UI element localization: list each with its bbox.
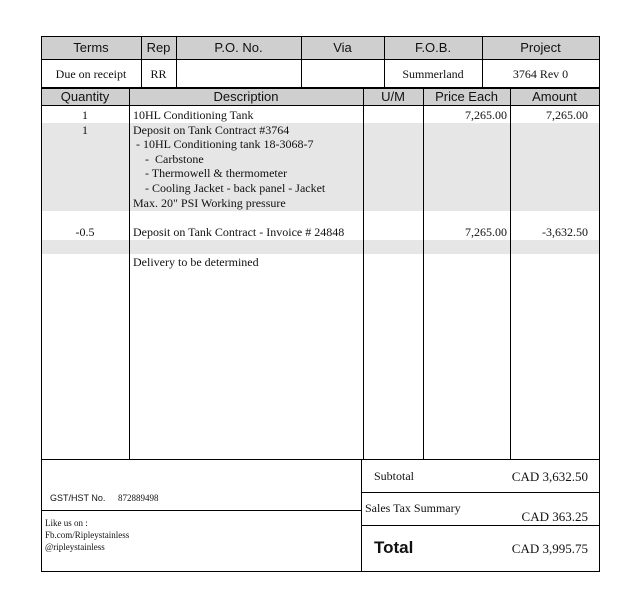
item-description: - 10HL Conditioning tank 18-3068-7 — [133, 137, 314, 151]
item-quantity: 1 — [82, 108, 88, 122]
value-fob: Summerland — [402, 66, 464, 81]
item-amount: 7,265.00 — [546, 108, 588, 122]
item-description: Delivery to be determined — [133, 255, 259, 269]
item-price: 7,265.00 — [465, 225, 507, 239]
item-description: - Cooling Jacket - back panel - Jacket — [133, 181, 326, 195]
tax-label: Sales Tax Summary — [365, 501, 461, 515]
item-description: Max. 20" PSI Working pressure — [133, 196, 286, 210]
total-value: CAD 3,995.75 — [511, 541, 588, 556]
item-quantity: 1 — [82, 123, 88, 137]
header-via: Via — [333, 40, 352, 55]
item-description: - Carbstone — [133, 152, 204, 166]
header-fob: F.O.B. — [414, 40, 452, 55]
gst-label: GST/HST No. — [50, 493, 106, 503]
subtotal-label: Subtotal — [374, 469, 415, 483]
social-handle[interactable]: @ripleystainless — [45, 542, 105, 552]
item-quantity: -0.5 — [75, 225, 95, 239]
value-via — [301, 60, 384, 88]
value-po-no — [176, 60, 301, 88]
item-description: Deposit on Tank Contract - Invoice # 24848 — [133, 225, 345, 239]
value-project: 3764 Rev 0 — [512, 66, 569, 81]
header-po-no: P.O. No. — [214, 40, 263, 55]
items-table-border — [41, 88, 600, 460]
value-rep: RR — [150, 66, 167, 81]
header-quantity: Quantity — [60, 89, 110, 104]
header-project: Project — [520, 40, 561, 55]
header-um: U/M — [381, 89, 405, 104]
header-amount: Amount — [532, 89, 577, 104]
social-label: Like us on : — [45, 518, 88, 528]
header-terms: Terms — [73, 40, 109, 55]
subtotal-value: CAD 3,632.50 — [511, 469, 588, 484]
item-description: Deposit on Tank Contract #3764 — [133, 123, 290, 137]
gst-number: 872889498 — [118, 493, 159, 503]
header-description: Description — [213, 89, 279, 104]
item-price: 7,265.00 — [465, 108, 507, 122]
total-label: Total — [374, 538, 414, 557]
header-price-each: Price Each — [435, 89, 498, 104]
tax-value: CAD 363.25 — [521, 509, 588, 524]
item-amount: -3,632.50 — [542, 225, 588, 239]
value-terms: Due on receipt — [55, 66, 127, 81]
item-description: - Thermowell & thermometer — [133, 166, 288, 180]
item-description: 10HL Conditioning Tank — [133, 108, 254, 122]
header-rep: Rep — [146, 40, 171, 55]
facebook-link[interactable]: Fb.com/Ripleystainless — [45, 530, 130, 540]
